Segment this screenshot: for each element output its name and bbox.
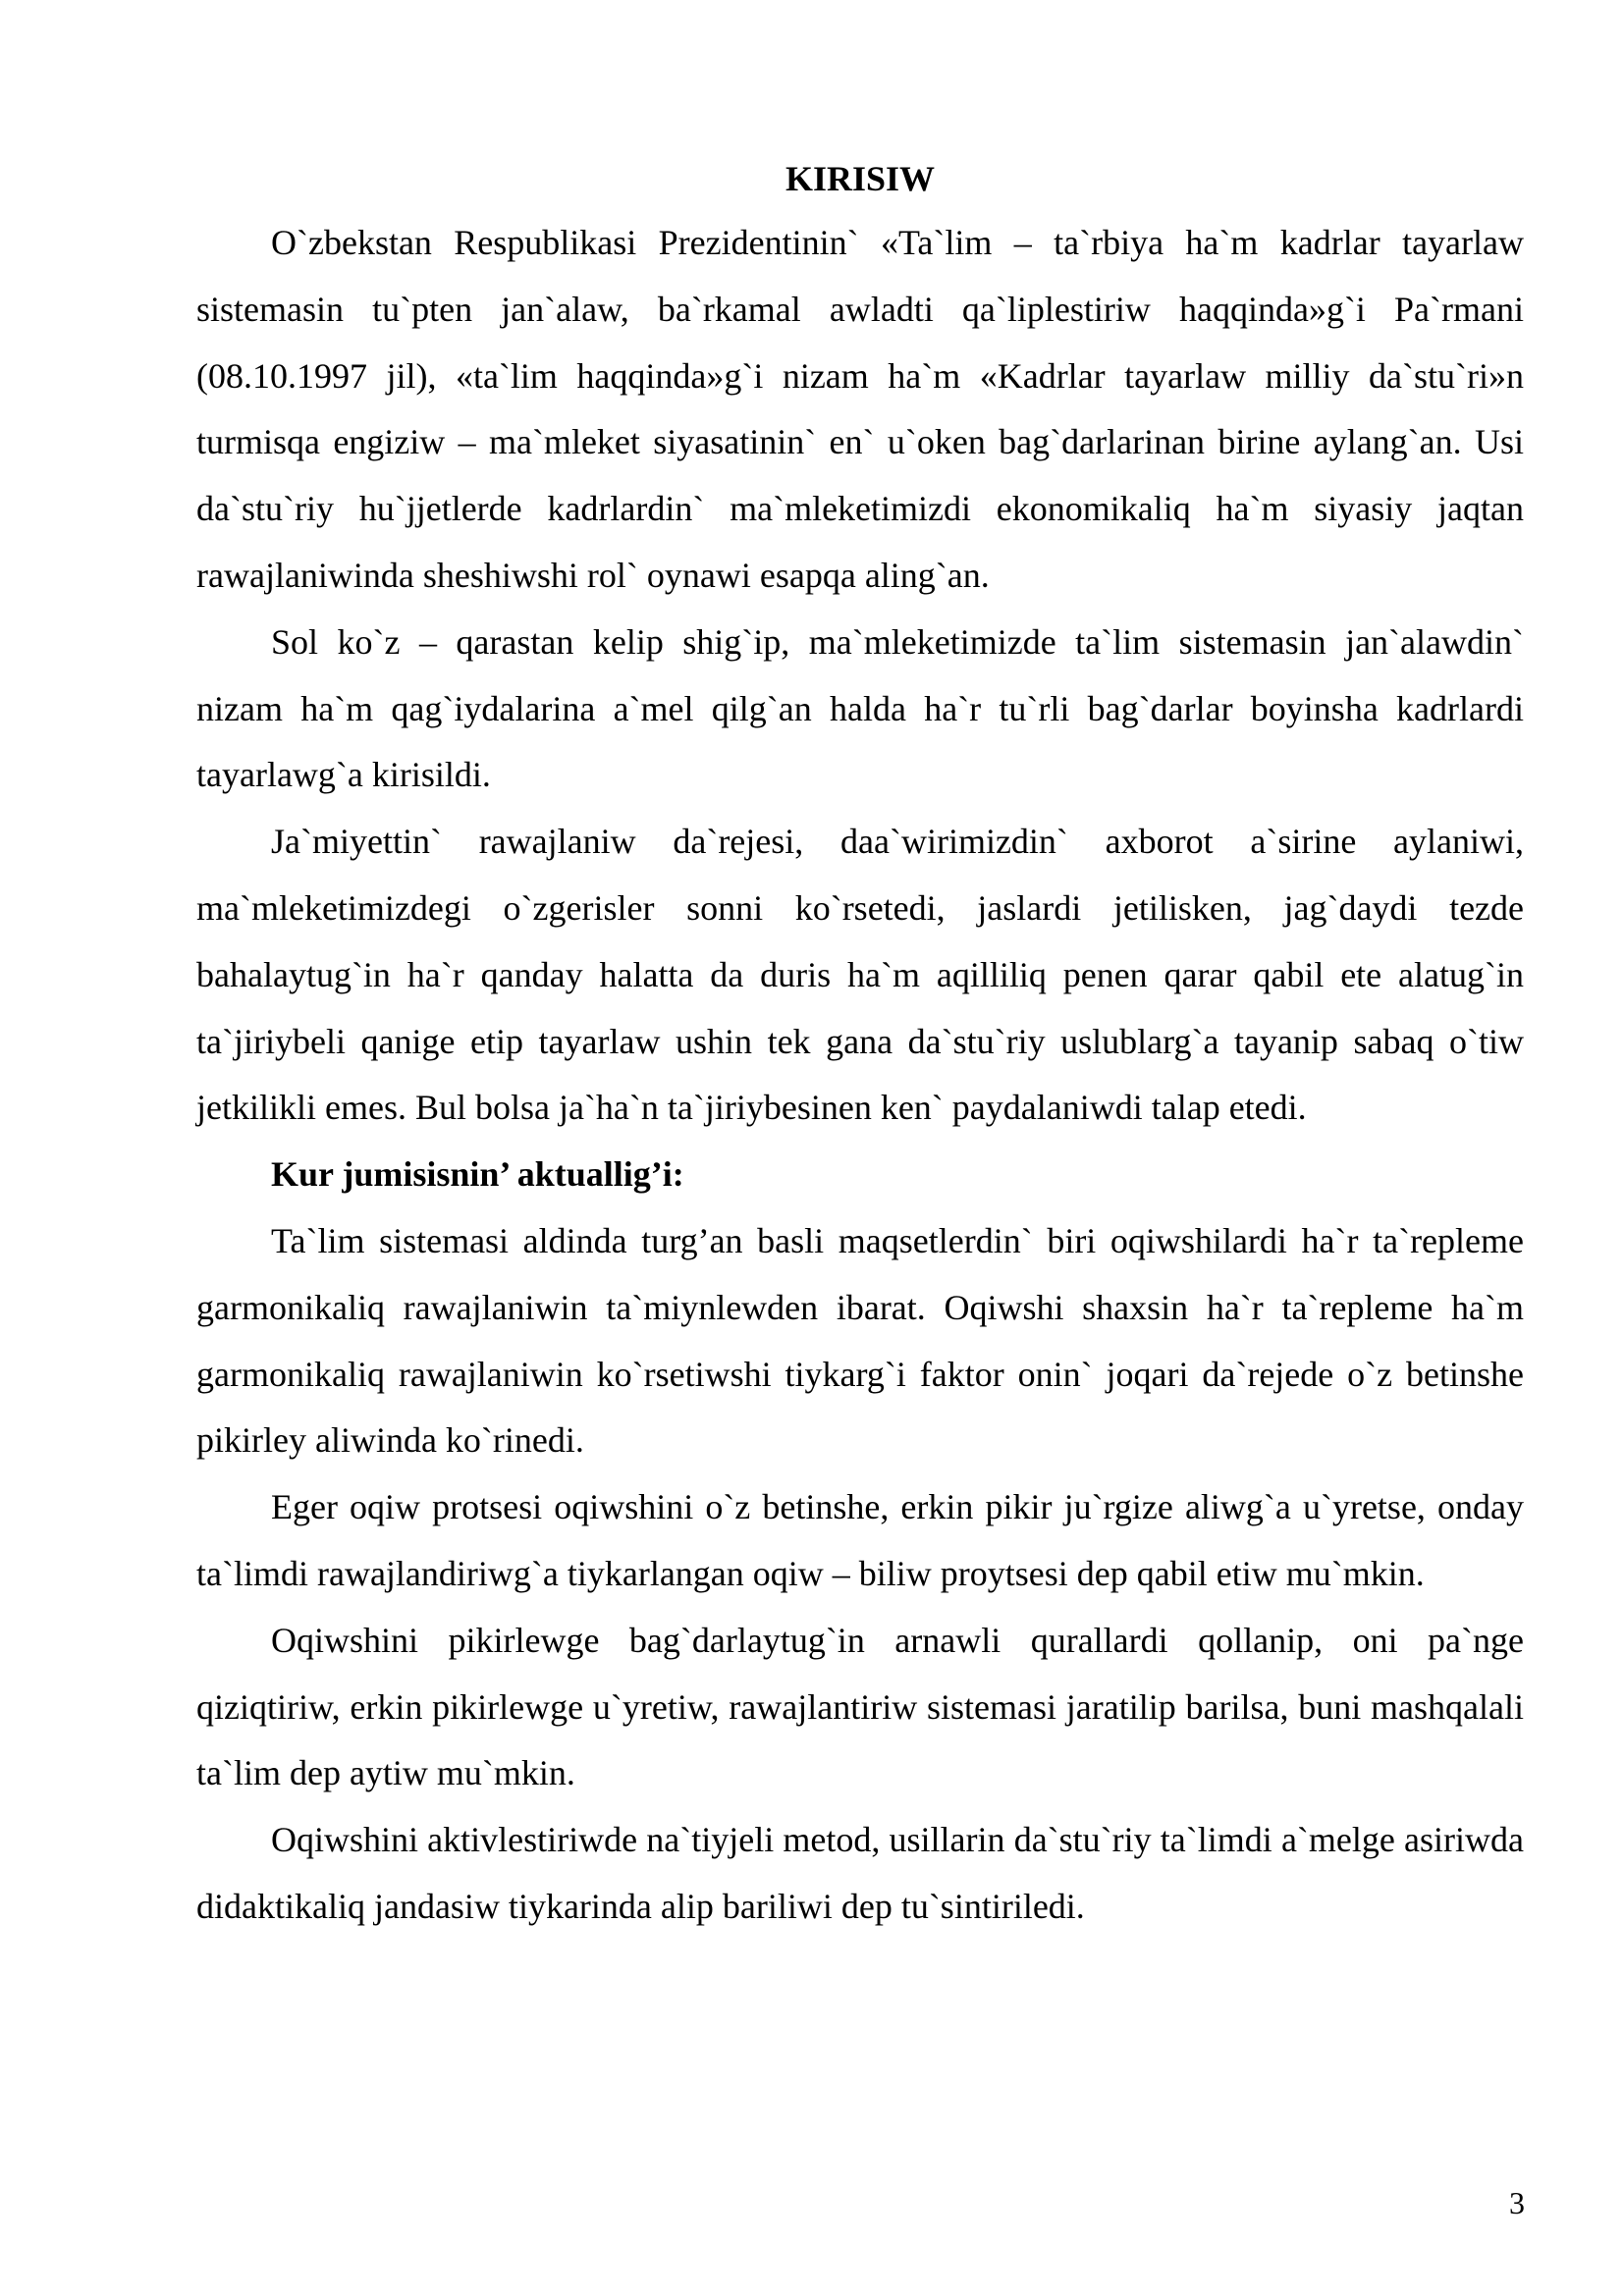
paragraph-talim-sistemasi: Ta`lim sistemasi aldinda turg’an basli maqsetlerdin` biri oqiwshilardi ha`r ta`repleme garmonikaliq rawajlaniwin ta`miynlewden ibarat. Oqiwshi shaxsin ha`r ta`repleme ha`m garmonikaliq rawajlaniwin ko`rsetiwshi tiykarg`i faktor onin` joqari da`rejede o`z betinshe pikirley aliwinda ko`rinedi. [196,1220,1524,1461]
document-page [196,153,1524,1941]
paragraph-jamiyet: Ja`miyettin` rawajlaniw da`rejesi, daa`wirimizdin` axborot a`sirine aylaniwi, ma`mleketimizdegi o`zgerisler sonni ko`rsetedi, jaslardi jetilisken, jag`daydi tezde bahalaytug`in ha`r qanday halatta da duris ha`m aqilliliq penen qarar qabil ete alatug`in ta`jiriybeli qanige etip tayarlaw ushin tek gana da`stu`riy uslublarg`a tayanip sabaq o`tiw jetkilikli emes. Bul bolsa ja`ha`n ta`jiriybesinen ken` paydalaniwdi talap etedi. [196,822,1524,1128]
paragraph-aktivlestiriw: Oqiwshini aktivlestiriwde na`tiyjeli metod, usillarin da`stu`riy ta`limdi a`melge asiriwda didaktikaliq jandasiw tiykarinda alip bariliwi dep tu`sintiriledi. [196,1820,1524,1926]
section-heading: Kur jumisisnin’ aktuallig’i: [271,1154,684,1195]
paragraph-oqiw-protsesi: Eger oqiw protsesi oqiwshini o`z betinshe, erkin pikir ju`rgize aliwg`a u`yretse, onday ta`limdi rawajlandiriwg`a tiykarlangan oqiw – biliw proytsesi dep qabil etiw mu`mkin. [196,1487,1524,1593]
page-number: 3 [1509,2185,1525,2220]
paragraph-mashqalali-talim: Oqiwshini pikirlewge bag`darlaytug`in arnawli qurallardi qollanip, oni pa`nge qiziqtiriw, erkin pikirlewge u`yretiw, rawajlantiriw sistemasi jaratilip barilsa, buni mashqalali ta`lim dep aytiw mu`mkin. [196,1620,1524,1793]
paragraph-intro: O`zbekstan Respublikasi Prezidentinin` «Ta`lim – ta`rbiya ha`m kadrlar tayarlaw sistemasin tu`pten jan`alaw, ba`rkamal awladti qa`liplestiriw haqqinda»g`i Pa`rmani (08.10.1997 jil), «ta`lim haqqinda»g`i nizam ha`m «Kadrlar tayarlaw milliy da`stu`ri»n turmisqa engiziw – ma`mleket siyasatinin` en` u`oken bag`darlarinan birine aylang`an. Usi da`stu`riy hu`jjetlerde kadrlardin` ma`mleketimizdi ekonomikaliq ha`m siyasiy jaqtan rawajlaniwinda sheshiwshi rol` oynawi esapqa aling`an. [196,223,1524,595]
document-title: KIRISIW [784,159,936,198]
paragraph-kadrlar: Sol ko`z – qarastan kelip shig`ip, ma`mleketimizde ta`lim sistemasin jan`alawdin` nizam ha`m qag`iydalarina a`mel qilg`an halda ha`r tu`rli bag`darlar boyinsha kadrlardi tayarlawg`a kirisildi. [196,621,1524,795]
